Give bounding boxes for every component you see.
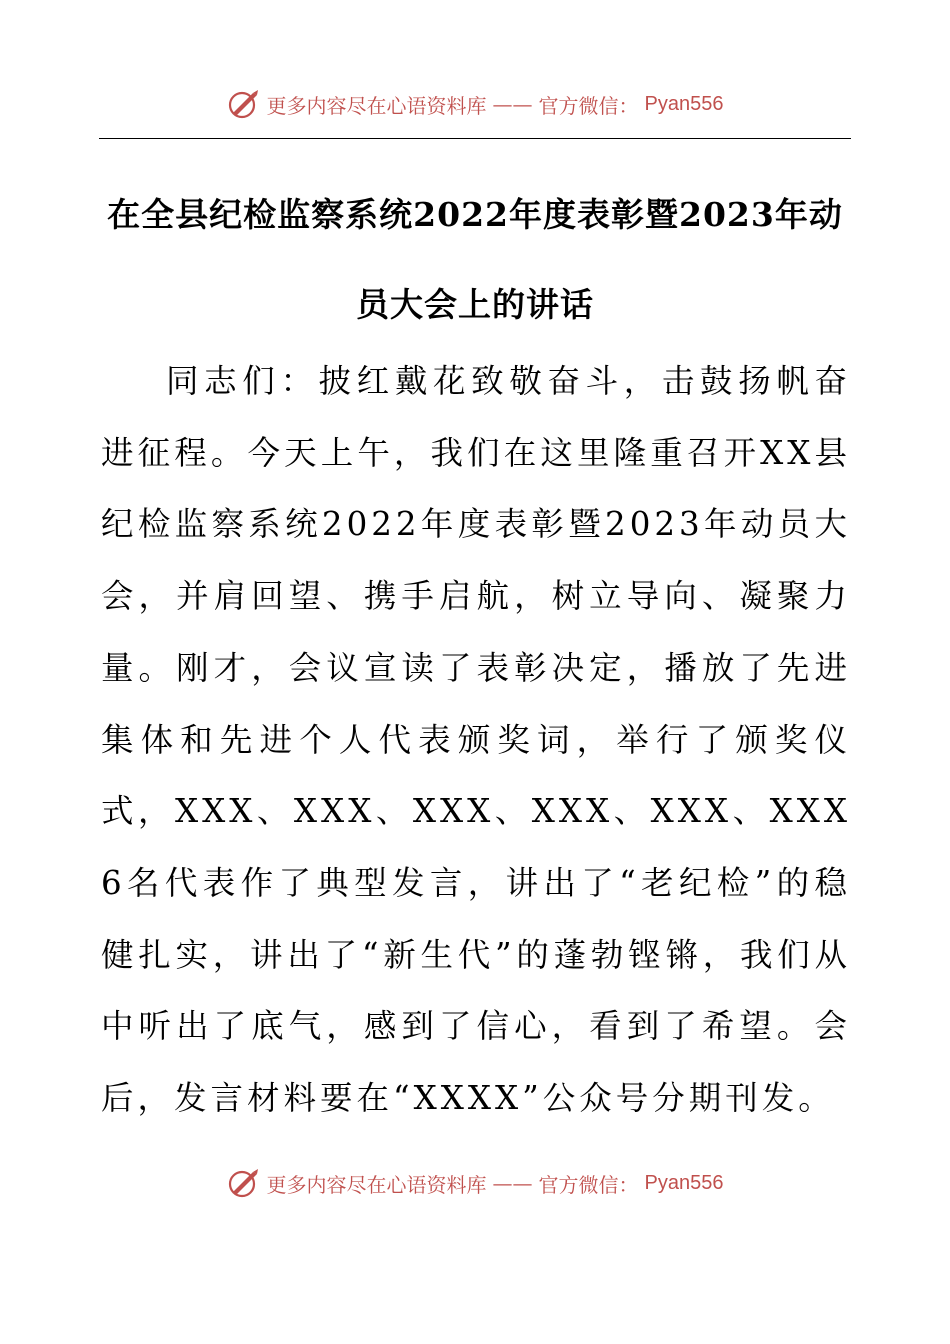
watermark-dash: —— <box>492 1171 533 1195</box>
watermark-dash: —— <box>492 92 533 116</box>
header-divider <box>99 138 851 139</box>
header-watermark <box>0 84 950 124</box>
watermark-text: 更多内容尽在心语资料库 <box>266 93 487 118</box>
watermark-contact-label: 官方微信： <box>538 93 639 118</box>
watermark-text: 更多内容尽在心语资料库 <box>266 1172 487 1197</box>
document-title: 在全县纪检监察系统2022年度表彰暨2023年动员大会上的讲话 <box>107 195 843 324</box>
watermark-contact-label: 官方微信： <box>538 1172 639 1197</box>
watermark-wechat-id: Pyan556 <box>644 92 724 115</box>
pen-circle-logo-icon <box>227 87 261 121</box>
body-paragraph: 同志们：披红戴花致敬奋斗，击鼓扬帆奋进征程。今天上午，我们在这里隆重召开XX县纪检监察系统2022年度表彰暨2023年动员大会，并肩回望、携手启航，树立导向、凝聚力量。刚才，会议宣读了表彰决定，播放了先进集体和先进个人代表颁奖词，举行了颁奖仪式，XXX、XXX、XXX、XXX、XXX、XXX 6名代表作了典型发言，讲出了“老纪检”的稳健扎实，讲出了“新生代”的蓬勃铿锵，我们从中听出了底气，感到了信心，看到了希望。会后，发言材料要在“XXXX”公众号分期刊发。 <box>101 362 851 1118</box>
pen-circle-logo-icon <box>227 1166 261 1200</box>
footer-watermark <box>0 1163 950 1203</box>
watermark-wechat-id: Pyan556 <box>644 1171 724 1194</box>
